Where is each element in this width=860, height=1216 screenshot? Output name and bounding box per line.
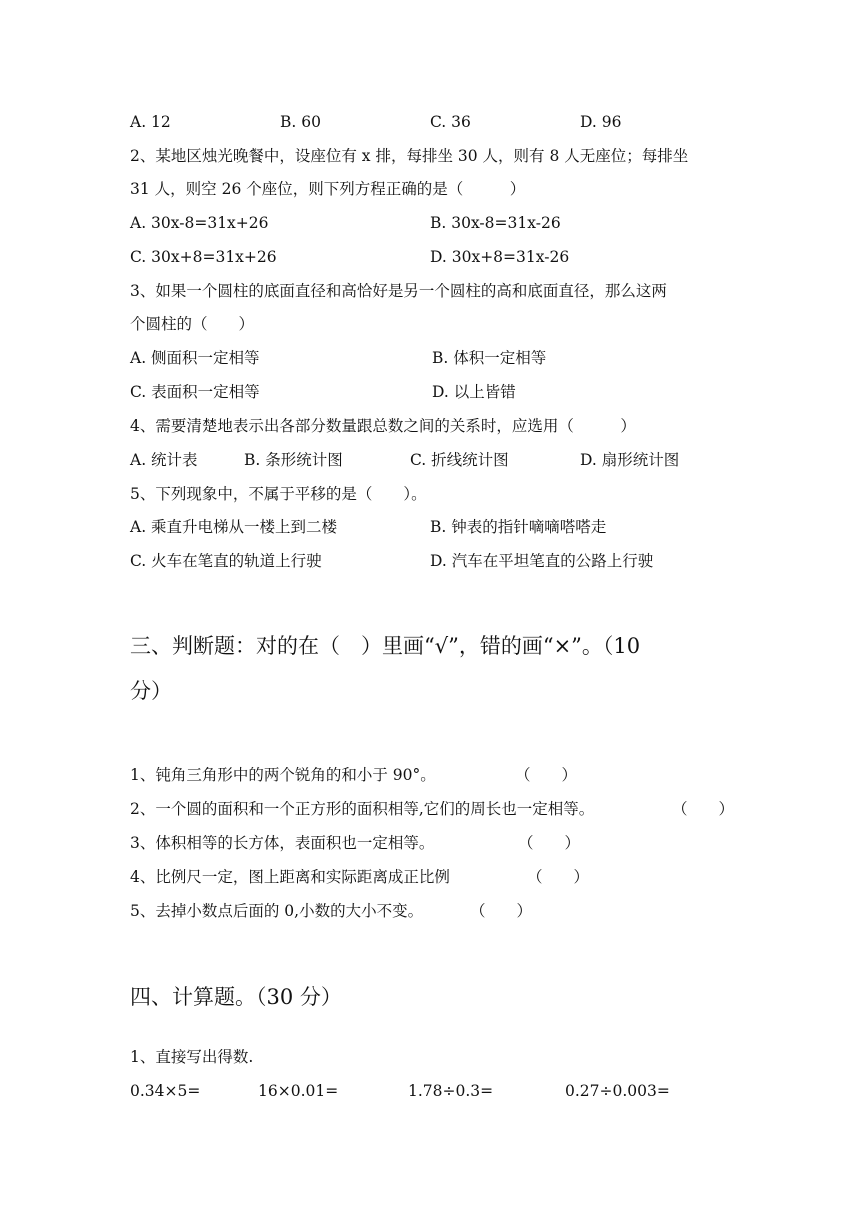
q5-stem: 5、下列现象中，不属于平移的是（ ）。 [130, 485, 427, 503]
section3-title-line2: 分） [130, 679, 172, 703]
judge-item-3-blank: （ ） [518, 834, 581, 852]
calc-item-3: 1.78÷0.3= [408, 1082, 494, 1100]
judge-item-5-text: 5、去掉小数点后面的 0,小数的大小不变。 [130, 902, 424, 920]
judge-item-2-text: 2、一个圆的面积和一个正方形的面积相等,它们的周长也一定相等。 [130, 800, 595, 818]
q4-option-b: B. 条形统计图 [244, 451, 343, 469]
q2-option-b: B. 30x-8=31x-26 [430, 214, 561, 232]
calc-item-1: 0.34×5= [130, 1082, 201, 1100]
q5-option-a: A. 乘直升电梯从一楼上到二楼 [130, 518, 338, 536]
section3-title-line1: 三、判断题：对的在（ ）里画“√”，错的画“×”。（10 [130, 634, 641, 658]
q2-option-c: C. 30x+8=31x+26 [130, 248, 277, 266]
judge-item-5-blank: （ ） [470, 902, 533, 920]
calc-q1-label: 1、直接写出得数. [130, 1048, 254, 1066]
q4-option-a: A. 统计表 [130, 451, 198, 469]
q4-option-d: D. 扇形统计图 [580, 451, 680, 469]
q1-option-b: B. 60 [280, 113, 321, 131]
q1-option-d: D. 96 [580, 113, 622, 131]
judge-item-2-blank: （ ） [672, 800, 735, 818]
judge-item-3-text: 3、体积相等的长方体，表面积也一定相等。 [130, 834, 435, 852]
q5-option-d: D. 汽车在平坦笔直的公路上行驶 [430, 552, 654, 570]
q5-option-b: B. 钟表的指针嘀嘀嗒嗒走 [430, 518, 607, 536]
calc-item-4: 0.27÷0.003= [565, 1082, 670, 1100]
judge-item-4-blank: （ ） [527, 868, 590, 886]
q3-option-b: B. 体积一定相等 [432, 349, 547, 367]
q4-stem: 4、需要清楚地表示出各部分数量跟总数之间的关系时，应选用（ ） [130, 417, 636, 435]
q2-option-d: D. 30x+8=31x-26 [430, 248, 570, 266]
q2-option-a: A. 30x-8=31x+26 [130, 214, 269, 232]
q3-stem-line1: 3、如果一个圆柱的底面直径和高恰好是另一个圆柱的高和底面直径，那么这两 [130, 282, 667, 300]
q2-stem-line2: 31 人，则空 26 个座位，则下列方程正确的是（ ） [130, 180, 526, 198]
judge-item-4-text: 4、比例尺一定，图上距离和实际距离成正比例 [130, 868, 450, 886]
q5-option-c: C. 火车在笔直的轨道上行驶 [130, 552, 322, 570]
q1-option-c: C. 36 [430, 113, 471, 131]
judge-item-1-blank: （ ） [515, 766, 578, 784]
q3-option-d: D. 以上皆错 [432, 383, 516, 401]
judge-item-1-text: 1、钝角三角形中的两个锐角的和小于 90°。 [130, 766, 436, 784]
section4-title: 四、计算题。（30 分） [130, 985, 342, 1009]
q3-option-c: C. 表面积一定相等 [130, 383, 260, 401]
calc-item-2: 16×0.01= [258, 1082, 339, 1100]
q3-stem-line2: 个圆柱的（ ） [130, 315, 255, 333]
q2-stem-line1: 2、某地区烛光晚餐中，设座位有 x 排，每排坐 30 人，则有 8 人无座位；每排坐 [130, 147, 689, 165]
q3-option-a: A. 侧面积一定相等 [130, 349, 260, 367]
q1-option-a: A. 12 [130, 113, 171, 131]
q4-option-c: C. 折线统计图 [410, 451, 509, 469]
